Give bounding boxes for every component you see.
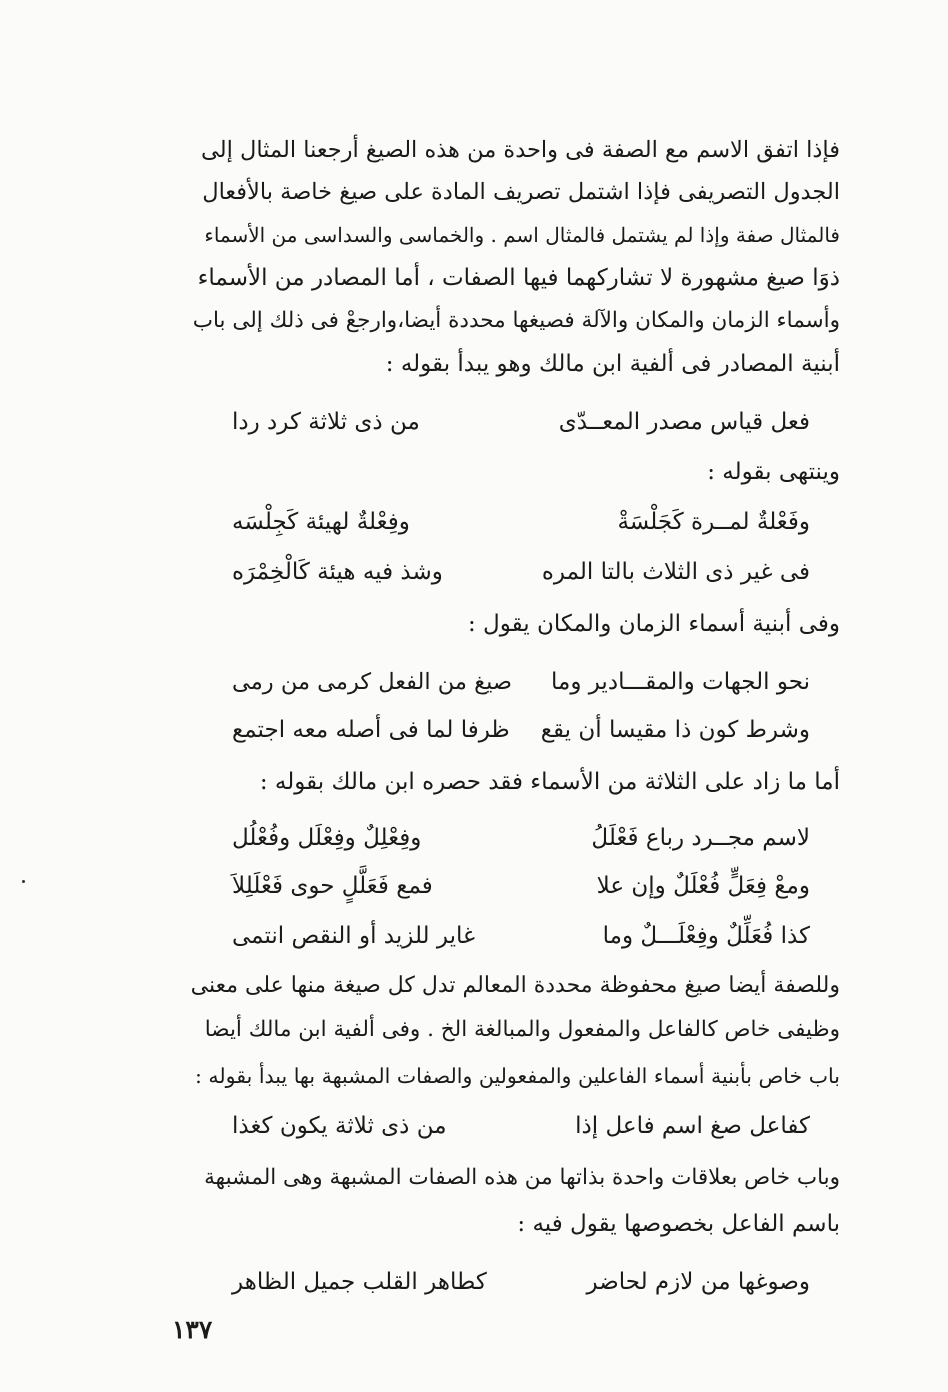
para3-line-2: باسم الفاعل بخصوصها يقول فيه : (517, 1211, 840, 1237)
verse-3 (232, 552, 810, 592)
line-beyond: أما ما زاد على الثلاثة من الأسماء فقد حصره ابن مالك بقوله : (259, 769, 840, 795)
page-number: ١٣٧ (172, 1315, 213, 1344)
verse-2-second-hemistich: وفِعْلةٌ لهيئة كَجِلْسَه (232, 509, 410, 535)
para2-line-1: وللصفة أيضا صيغ محفوظة محددة المعالم تدل كل صيغة منها على معنى (190, 973, 840, 998)
verse-5-first-hemistich: وشرط كون ذا مقيسا أن يقع (540, 717, 810, 743)
verse-10 (232, 1262, 810, 1302)
verse-8 (232, 916, 810, 956)
intro-line-6: أبنية المصادر فى ألفية ابن مالك وهو يبدأ بقوله : (385, 351, 840, 377)
verse-7 (232, 866, 810, 906)
verse-1 (232, 402, 810, 442)
intro-line-5: وأسماء الزمان والمكان والآلة فصيغها محددة أيضا،وارجعْ فى ذلك إلى باب (192, 308, 840, 333)
verse-5-second-hemistich: ظرفا لما فى أصله معه اجتمع (232, 717, 510, 743)
verse-7-second-hemistich: فمع فَعَلَّلٍ حوى فَعْلَلِلاَ (232, 873, 433, 899)
intro-line-2: الجدول التصريفى فإذا اشتمل تصريف المادة على صيغ خاصة بالأفعال (202, 179, 840, 205)
para2-line-2: وظيفى خاص كالفاعل والمفعول والمبالغة الخ . وفى ألفية ابن مالك أيضا (204, 1017, 840, 1042)
verse-9 (232, 1106, 810, 1146)
verse-1-second-hemistich: من ذى ثلاثة كرد ردا (232, 409, 420, 435)
verse-4 (232, 662, 810, 702)
verse-9-first-hemistich: كفاعل صغ اسم فاعل إذا (575, 1113, 810, 1139)
verse-9-second-hemistich: من ذى ثلاثة يكون كغذا (232, 1113, 447, 1139)
verse-3-second-hemistich: وشذ فيه هيئة كَالْخِمْرَه (232, 559, 443, 585)
verse-8-first-hemistich: كذا فُعَلِّلٌ وفِعْلَـــلٌ وما (602, 923, 810, 949)
intro-line-4: ذوَا صيغ مشهورة لا تشاركهما فيها الصفات ، أما المصادر من الأسماء (197, 265, 840, 291)
verse-10-second-hemistich: كطاهر القلب جميل الظاهر (232, 1269, 487, 1295)
para2-line-3: باب خاص بأبنية أسماء الفاعلين والمفعولين والصفات المشبهة بها يبدأ بقوله : (194, 1064, 840, 1088)
line-ends: وينتهى بقوله : (707, 459, 840, 485)
verse-10-first-hemistich: وصوغها من لازم لحاضر (586, 1269, 810, 1295)
verse-4-second-hemistich: صيغ من الفعل كرمى من رمى (232, 669, 512, 695)
verse-2-first-hemistich: وفَعْلةٌ لمــرة كَجَلْسَةْ (617, 509, 810, 535)
verse-6-second-hemistich: وفِعْلِلٌ وفِعْلَل وفُعْلُل (232, 825, 422, 851)
line-times: وفى أبنية أسماء الزمان والمكان يقول : (467, 611, 840, 637)
verse-8-second-hemistich: غاير للزيد أو النقص انتمى (232, 923, 476, 949)
verse-5 (232, 710, 810, 750)
verse-4-first-hemistich: نحو الجهات والمقـــادير وما (551, 669, 810, 695)
verse-3-first-hemistich: فى غير ذى الثلاث بالتا المره (541, 559, 810, 585)
para3-line-1: وباب خاص بعلاقات واحدة بذاتها من هذه الصفات المشبهة وهى المشبهة (204, 1165, 840, 1190)
verse-6 (232, 818, 810, 858)
verse-1-first-hemistich: فعل قياس مصدر المعــدّى (558, 409, 810, 435)
intro-line-1: فإذا اتفق الاسم مع الصفة فى واحدة من هذه الصيغ أرجعنا المثال إلى (200, 137, 840, 163)
verse-7-first-hemistich: ومعْ فِعَلٍّ فُعْلَلٌ وإن علا (596, 873, 810, 899)
intro-line-3: فالمثال صفة وإذا لم يشتمل فالمثال اسم . والخماسى والسداسى من الأسماء (204, 223, 840, 247)
verse-2 (232, 502, 810, 542)
scan-speck (22, 880, 25, 883)
verse-6-first-hemistich: لاسم مجــرد رباع فَعْلَلُ (591, 825, 810, 851)
